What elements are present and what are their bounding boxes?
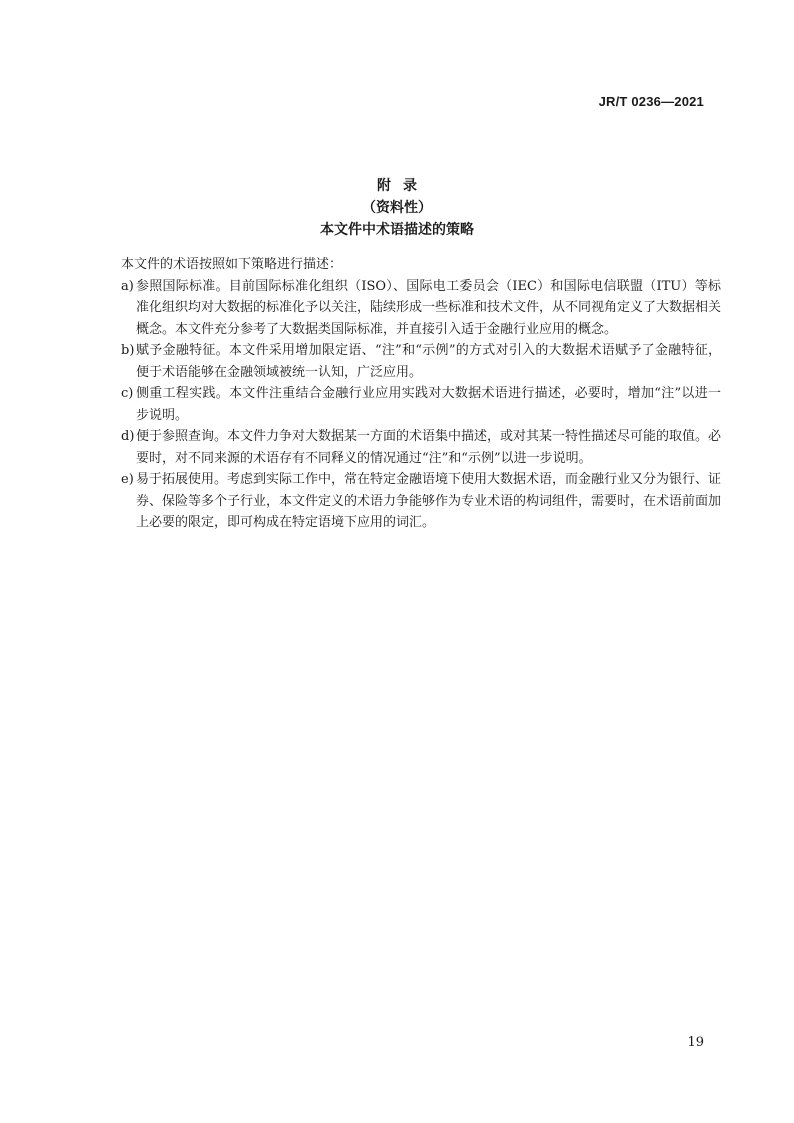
list-item-label: b) [121,343,135,358]
page-number: 19 [687,1035,704,1050]
appendix-title: 本文件中术语描述的策略 [320,222,474,238]
list-item-label: c) [121,386,134,401]
list-item-label: d) [121,429,135,444]
list-item-text: 便于参照查询。本文件力争对大数据某一方面的术语集中描述，或对其某一特性描述尽可能的取值。必要时，对不同来源的术语存有不同释义的情况通过“注”和“示例”以进一步说明。 [136,429,722,466]
appendix-nature: （资料性） [362,200,432,216]
intro-paragraph: 本文件的术语按照如下策略进行描述： [121,257,343,272]
list-item-d [121,426,721,469]
list-item-text: 易于拓展使用。考虑到实际工作中，常在特定金融语境下使用大数据术语，而金融行业又分为银行、证券、保险等多个子行业，本文件定义的术语力争能够作为专业术语的构词组件，需要时，在术语前面加上必要的限定，即可构成在特定语境下应用的词汇。 [136,472,722,530]
appendix-label: 附录 [377,178,429,194]
list-item-e [121,469,721,534]
list-item-label: e) [121,472,134,487]
list-item-text: 侧重工程实践。本文件注重结合金融行业应用实践对大数据术语进行描述，必要时，增加“注”以进一步说明。 [136,386,721,423]
list-item-c [121,383,721,426]
list-item-a [121,276,721,341]
list-item-text: 赋予金融特征。本文件采用增加限定语、“注”和“示例”的方式对引入的大数据术语赋予了金融特征，便于术语能够在金融领域被统一认知，广泛应用。 [136,343,721,380]
list-item-label: a) [121,278,134,294]
document-code: JR/T 0236—2021 [598,94,704,109]
list-item-text: 参照国际标准。目前国际标准化组织（ISO）、国际电工委员会（IEC）和国际电信联盟（ITU）等标准化组织均对大数据的标准化予以关注，陆续形成一些标准和技术文件，从不同视角定义了大数据相关概念。本文件充分参考了大数据类国际标准，并直接引入适于金融行业应用的概念。 [136,278,722,337]
list-item-b [121,340,721,383]
appendix-body [121,254,721,534]
